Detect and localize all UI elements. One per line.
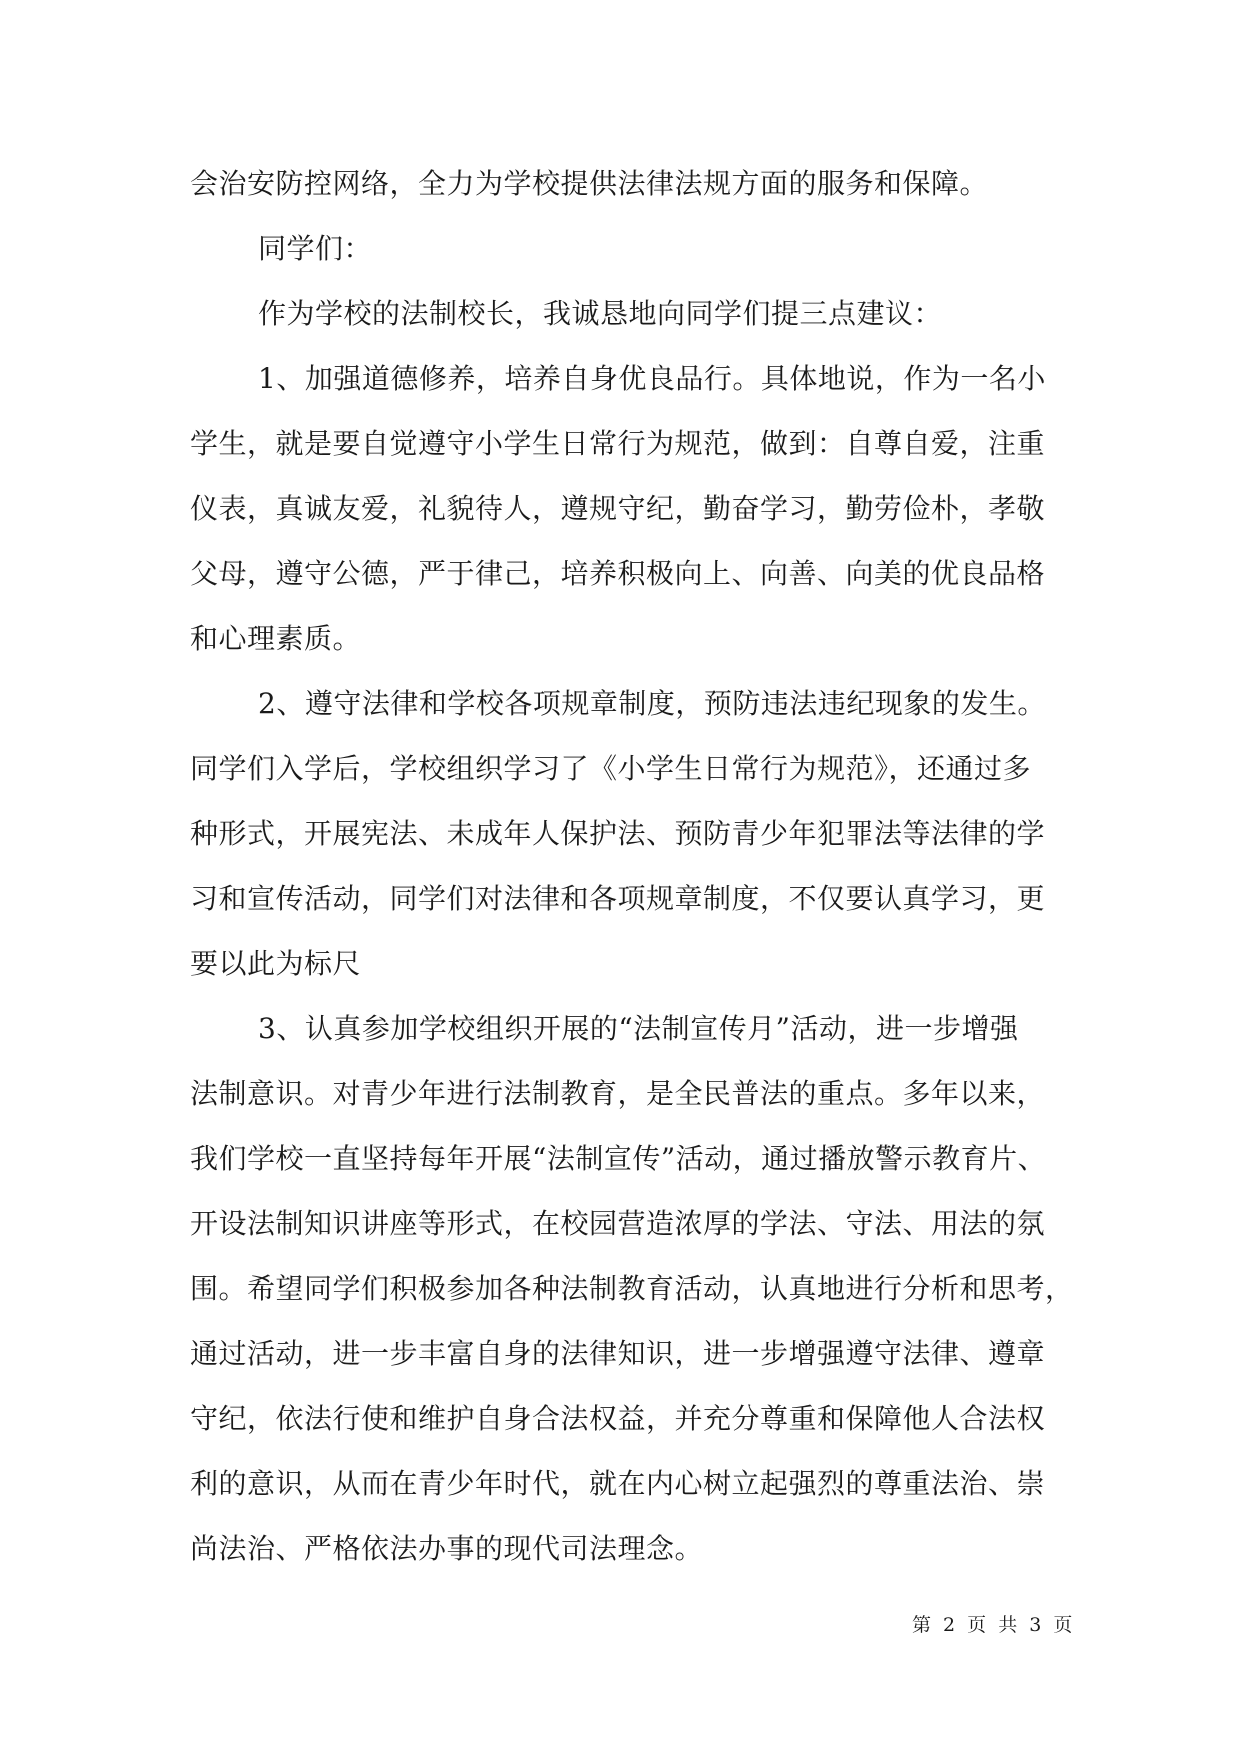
text-line: 尚法治、严格依法办事的现代司法理念。 (190, 1532, 704, 1565)
text-line: 要以此为标尺 (190, 947, 362, 980)
text-line: 作为学校的法制校长，我诚恳地向同学们提三点建议： (258, 297, 943, 330)
text-line: 和心理素质。 (190, 622, 362, 655)
text-line: 守纪，依法行使和维护自身合法权益，并充分尊重和保障他人合法权 (190, 1402, 1046, 1435)
text-line: 父母，遵守公德，严于律己，培养积极向上、向善、向美的优良品格 (190, 557, 1046, 590)
text-line: 利的意识，从而在青少年时代，就在内心树立起强烈的尊重法治、崇 (190, 1467, 1046, 1500)
text-line: 法制意识。对青少年进行法制教育，是全民普法的重点。多年以来， (190, 1077, 1046, 1110)
text-line: 3、认真参加学校组织开展的“法制宣传月”活动，进一步增强 (258, 1012, 1019, 1045)
text-line: 学生，就是要自觉遵守小学生日常行为规范，做到：自尊自爱，注重 (190, 427, 1046, 460)
text-line: 种形式，开展宪法、未成年人保护法、预防青少年犯罪法等法律的学 (190, 817, 1046, 850)
text-line: 1、加强道德修养，培养自身优良品行。具体地说，作为一名小 (258, 362, 1046, 395)
text-line: 习和宣传活动，同学们对法律和各项规章制度，不仅要认真学习，更 (190, 882, 1046, 915)
text-line: 通过活动，进一步丰富自身的法律知识，进一步增强遵守法律、遵章 (190, 1337, 1046, 1370)
text-line: 开设法制知识讲座等形式，在校园营造浓厚的学法、守法、用法的氛 (190, 1207, 1046, 1240)
text-line: 我们学校一直坚持每年开展“法制宣传”活动，通过播放警示教育片、 (190, 1142, 1047, 1175)
text-line: 仪表，真诚友爱，礼貌待人，遵规守纪，勤奋学习，勤劳俭朴，孝敬 (190, 492, 1046, 525)
text-line: 围。希望同学们积极参加各种法制教育活动，认真地进行分析和思考， (190, 1272, 1074, 1305)
text-line: 同学们： (258, 232, 373, 265)
text-line: 会治安防控网络，全力为学校提供法律法规方面的服务和保障。 (190, 167, 989, 200)
text-line: 2、遵守法律和学校各项规章制度，预防违法违纪现象的发生。 (258, 687, 1046, 720)
text-line: 同学们入学后，学校组织学习了《小学生日常行为规范》，还通过多 (190, 752, 1032, 785)
page-number: 第 2 页 共 3 页 (912, 1614, 1076, 1636)
